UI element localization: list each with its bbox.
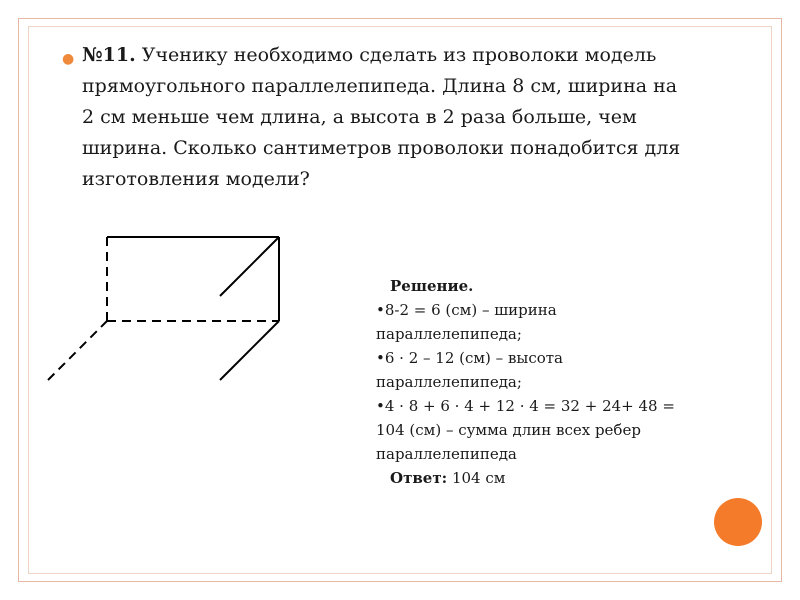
bullet-icon: ● (62, 51, 75, 67)
parallelepiped-lines (44, 233, 294, 393)
decorative-circle-icon (714, 498, 762, 546)
solution-block (376, 274, 706, 490)
answer-label: Ответ: (390, 469, 448, 487)
edge-bottom-right (220, 321, 279, 380)
answer-value: 104 см (451, 469, 506, 487)
hidden-edge-diagonal (48, 321, 107, 380)
edge-top-right (220, 237, 279, 296)
problem-number: №11. (82, 44, 136, 66)
solution-title: Решение. (390, 277, 474, 295)
solution-step-1: •8-2 = 6 (см) – ширина параллелепипеда; (376, 301, 557, 343)
solution-step-2: •6 · 2 – 12 (см) – высота параллелепипеда; (376, 349, 563, 391)
solution-step-3: •4 · 8 + 6 · 4 + 12 · 4 = 32 + 24+ 48 = 104 (см) – сумма длин всех ребер параллелепипеда (376, 397, 675, 463)
solution-answer (390, 466, 706, 490)
problem-text (82, 40, 682, 195)
problem-statement: Ученику необходимо сделать из проволоки модель прямоугольного параллелепипеда. Длина 8 см, ширина на 2 см меньше чем длина, а высота в 2 раза больше, чем ширина. Сколько сантиметров проволоки понадобится для изготовления модели? (82, 44, 681, 190)
